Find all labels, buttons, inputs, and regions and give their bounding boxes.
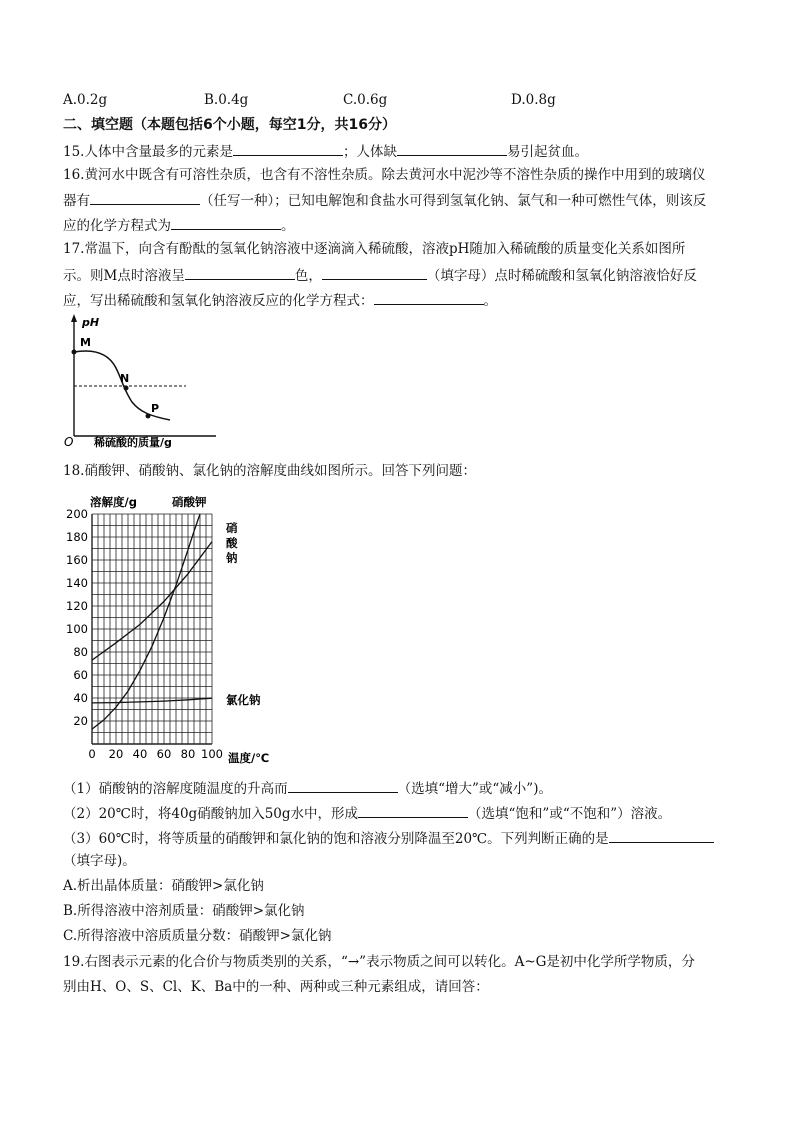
- q18-s2b: （选填“饱和”或“不饱和”）溶液。: [468, 806, 672, 822]
- ph-origin-label: O: [64, 435, 74, 449]
- question-15: [63, 141, 588, 161]
- solubility-grid: [92, 514, 212, 744]
- q19-line-2: 别由H、O、S、Cl、K、Ba中的一种、两种或三种元素组成，请回答：: [63, 979, 489, 995]
- x-tick-label: 20: [108, 747, 124, 761]
- answer-blank[interactable]: [374, 290, 484, 305]
- q17-text-2b: 色，: [294, 268, 322, 284]
- q18-sub-2: [63, 803, 671, 823]
- x-tick-label: 80: [180, 747, 196, 761]
- y-tick-label: 20: [73, 714, 88, 728]
- q18-option-c: C.所得溶液中溶质质量分数：硝酸钾>氯化钠: [63, 928, 332, 944]
- solubility-ticks: [66, 507, 223, 761]
- y-tick-label: 160: [66, 553, 88, 567]
- option-c: C.0.6g: [343, 92, 388, 108]
- section-title: 二、填空题（本题包括6个小题，每空1分，共16分）: [63, 117, 396, 133]
- answer-blank[interactable]: [322, 265, 427, 280]
- q15-text-2: ；人体缺: [342, 144, 397, 160]
- label-n: N: [120, 372, 130, 385]
- label-p: P: [151, 402, 160, 415]
- point-n: [124, 386, 129, 391]
- q18-sub-3-tail: （填字母)。: [63, 853, 136, 869]
- q17-text-3a: 应，写出稀硫酸和氢氧化钠溶液反应的化学方程式：: [63, 293, 374, 309]
- answer-blank[interactable]: [288, 778, 398, 793]
- q16-text-3b: 。: [281, 218, 295, 234]
- q19-line-1: 19.右图表示元素的化合价与物质类别的关系，“→”表示物质之间可以转化。A~G是初中化学所学物质，分: [63, 954, 695, 970]
- y-tick-label: 200: [66, 507, 88, 521]
- q15-text-3: 易引起贫血。: [506, 144, 588, 160]
- x-tick-label: 40: [132, 747, 148, 761]
- y-tick-label: 60: [73, 668, 88, 682]
- point-p: [146, 414, 151, 419]
- label-m: M: [80, 336, 91, 349]
- point-m: [72, 350, 77, 355]
- ph-y-label: pH: [82, 316, 100, 329]
- y-tick-label: 140: [66, 576, 88, 590]
- answer-blank[interactable]: [233, 141, 343, 156]
- series-label-nano3: 硝酸钠: [226, 521, 238, 565]
- answer-blank[interactable]: [397, 141, 507, 156]
- ph-chart: [60, 312, 230, 450]
- q15-text-1: 15.人体中含量最多的元素是: [63, 144, 233, 160]
- ph-x-label: 稀硫酸的质量/g: [94, 436, 172, 449]
- y-tick-label: 40: [73, 691, 88, 705]
- q18-s2a: （2）20℃时，将40g硝酸钠加入50g水中，形成: [63, 806, 359, 822]
- q17-line-2: [63, 265, 697, 285]
- solubility-x-label: 温度/℃: [228, 751, 270, 765]
- x-tick-label: 100: [201, 747, 223, 761]
- answer-blank[interactable]: [609, 828, 714, 843]
- y-tick-label: 80: [73, 645, 88, 659]
- q18-s3a: （3）60℃时，将等质量的硝酸钾和氯化钠的饱和溶液分别降温至20℃。下列判断正确的是: [63, 831, 609, 847]
- option-a: A.0.2g: [63, 92, 108, 108]
- y-tick-label: 180: [66, 530, 88, 544]
- q17-line-1: 17.常温下，向含有酚酞的氢氧化钠溶液中逐滴滴入稀硫酸，溶液pH随加入稀硫酸的质量变化关系如图所: [63, 241, 686, 257]
- q17-text-3b: 。: [483, 293, 497, 309]
- ph-y-arrow: [71, 314, 77, 322]
- solubility-y-label: 溶解度/g: [90, 495, 137, 509]
- x-tick-label: 60: [156, 747, 172, 761]
- series-label-kno3: 硝酸钾: [172, 495, 207, 509]
- solubility-chart: [60, 492, 290, 770]
- answer-blank[interactable]: [90, 190, 200, 205]
- y-tick-label: 100: [66, 622, 88, 636]
- q18-sub-1: [63, 778, 552, 798]
- q17-text-2a: 示。则M点时溶液呈: [63, 268, 185, 284]
- q18-option-b: B.所得溶液中溶剂质量：硝酸钾>氯化钠: [63, 903, 305, 919]
- q16-text-2b: （任写一种）；已知电解饱和食盐水可得到氢氧化钠、氯气和一种可燃性气体，则该反: [200, 193, 707, 209]
- y-tick-label: 120: [66, 599, 88, 613]
- option-d: D.0.8g: [511, 92, 556, 108]
- q16-line-3: [63, 215, 295, 235]
- q16-text-3a: 应的化学方程式为: [63, 218, 171, 234]
- q16-text-2a: 器有: [63, 193, 90, 209]
- q16-line-1: 16.黄河水中既含有可溶性杂质，也含有不溶性杂质。除去黄河水中泥沙等不溶性杂质的操作中用到的玻璃仪: [63, 167, 706, 183]
- q18-intro: 18.硝酸钾、硝酸钠、氯化钠的溶解度曲线如图所示。回答下列问题：: [63, 463, 476, 479]
- answer-blank[interactable]: [171, 215, 281, 230]
- q18-option-a: A.析出晶体质量：硝酸钾>氯化钠: [63, 878, 264, 894]
- option-b: B.0.4g: [204, 92, 249, 108]
- q17-line-3: [63, 290, 497, 310]
- q17-text-2c: （填字母）点时稀硫酸和氢氧化钠溶液恰好反: [426, 268, 697, 284]
- q18-s1b: （选填“增大”或“减小”)。: [397, 781, 552, 797]
- q16-line-2: [63, 190, 706, 210]
- x-tick-label: 0: [88, 747, 96, 761]
- answer-blank[interactable]: [185, 265, 295, 280]
- q18-s1a: （1）硝酸钠的溶解度随温度的升高而: [63, 781, 288, 797]
- series-label-nacl: 氯化钠: [226, 693, 261, 707]
- answer-blank[interactable]: [358, 803, 468, 818]
- q18-sub-3: [63, 828, 714, 848]
